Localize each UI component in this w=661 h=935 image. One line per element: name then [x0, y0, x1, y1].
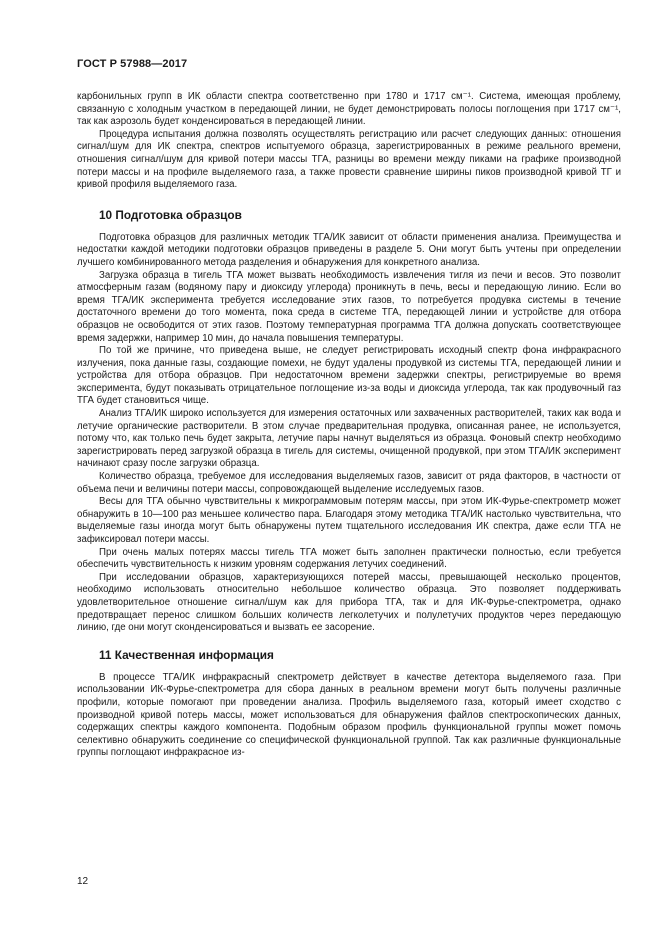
paragraph: Подготовка образцов для различных методик ТГА/ИК зависит от области применения анализа. Преимущества и недостатки каждой методики подготовки образцов приведены в разделе 5. Они могут быть учтены при определении лучшего комбинированного метода разделения и обнаружения для конкретного анализа.	[77, 231, 621, 268]
paragraph: Процедура испытания должна позволять осуществлять регистрацию или расчет следующих данных: отношения сигнал/шум для ИК спектра, спектров испытуемого образца, зарегистрированных в режиме реального времени, отношения сигнал/шум для кривой потери массы ТГА, разницы во времени между пиками на графике производной потери массы и на профиле выделяемого газа, а также провести сравнение ширины пиков производной кривой ТГ и кривой профиля выделяемого газа.	[77, 128, 621, 191]
paragraph: Загрузка образца в тигель ТГА может вызвать необходимость извлечения тигля из печи и весов. Это позволит атмосферным газам (водяному пару и диоксиду углерода) проникнуть в печь, весы и передающую линию. Если во время ТГА/ИК эксперимента требуется исследование этих газов, то потребуется продувка системы в течение достаточного времени до того момента, пока среда в системе ТГА, передающей линии и устройстве для отбора образцов не освободится от этих газов. Поэтому температурная программа ТГА должна допускать соответствующее время задержки, например 10 мин, до начала повышения температуры.	[77, 269, 621, 344]
paragraph: Весы для ТГА обычно чувствительны к микрограммовым потерям массы, при этом ИК-Фурье-спектрометр может обнаружить в 10—100 раз меньшее количество пара. Благодаря этому методика ТГА/ИК настолько чувствительна, что выделяемые газы иногда могут быть обнаружены путем тщательного исследования ИК спектра, даже если ТГА не зафиксировал потери массы.	[77, 496, 621, 545]
paragraph: Количество образца, требуемое для исследования выделяемых газов, зависит от ряда факторов, в частности от объема печи и величины потери массы, сопровождающей выделение исследуемых газов.	[77, 471, 621, 495]
page-number: 12	[77, 876, 89, 887]
paragraph: При очень малых потерях массы тигель ТГА может быть заполнен практически полностью, если требуется обеспечить чувствительность к низким уровням содержания летучих соединений.	[77, 546, 621, 571]
paragraph: Анализ ТГА/ИК широко используется для измерения остаточных или захваченных растворителей, таких как вода и летучие органические растворители. В этом случае предварительная продувка, описанная ранее, не используется, потому что, как только печь будет закрыта, летучие пары начнут выделяться из образца. Фоновый спектр необходимо зарегистрировать перед загрузкой образца в тигель для системы, очищенной продувкой, при этом ТГА/ИК эксперимент начинают сразу после загрузки образца.	[77, 408, 621, 470]
section-10-heading: 10 Подготовка образцов	[99, 207, 242, 222]
standard-header: ГОСТ Р 57988—2017	[77, 58, 188, 70]
paragraph: При исследовании образцов, характеризующихся потерей массы, превышающей несколько процентов, необходимо использовать относительно небольшое количество образца. Это позволяет поддерживать удовлетворительное отношение сигнал/шум как для прибора ТГА, так и для ИК-Фурье-спектрометра, однако предотвращает перенос слишком больших количеств легколетучих и полулетучих продуктов через передающую линию, где они могут сконденсироваться и вызвать ее засорение.	[77, 571, 621, 634]
document-body	[77, 91, 621, 760]
section-11-heading: 11 Качественная информация	[99, 647, 274, 662]
paragraph: В процессе ТГА/ИК инфракрасный спектрометр действует в качестве детектора выделяемого газа. При использовании ИК-Фурье-спектрометра для сбора данных в реальном времени могут быть получены различные профили, которые помогают при проведении анализа. Профиль выделяемого газа, который имеет сходство с производной кривой потерь массы, может использоваться для обнаружения файлов спектроскопических данных, содержащих спектры каждого компонента. Подобным образом профиль функциональной группы может помочь селективно обнаружить соединение со специфической функциональной группой. Так как различные функциональные группы поглощают инфракрасное из-	[77, 671, 621, 759]
paragraph: карбонильных групп в ИК области спектра соответственно при 1780 и 1717 см⁻¹. Система, имеющая проблему, связанную с холодным участком в передающей линии, не будет демонстрировать полосы поглощения при 1717 см⁻¹, так как аэрозоль будет конденсироваться в передающей линии.	[77, 91, 621, 128]
paragraph: По той же причине, что приведена выше, не следует регистрировать исходный спектр фона инфракрасного излучения, пока данные газы, создающие помехи, не будут удалены продувкой из системы ТГА, передающей линии и устройства для отбора образцов. При недостаточном времени задержки спектры, регистрируемые во время эксперимента, будут показывать отрицательное поглощение из-за воды и диоксида углерода, так как продувочный газ ТГА будет становиться чище.	[77, 345, 621, 407]
